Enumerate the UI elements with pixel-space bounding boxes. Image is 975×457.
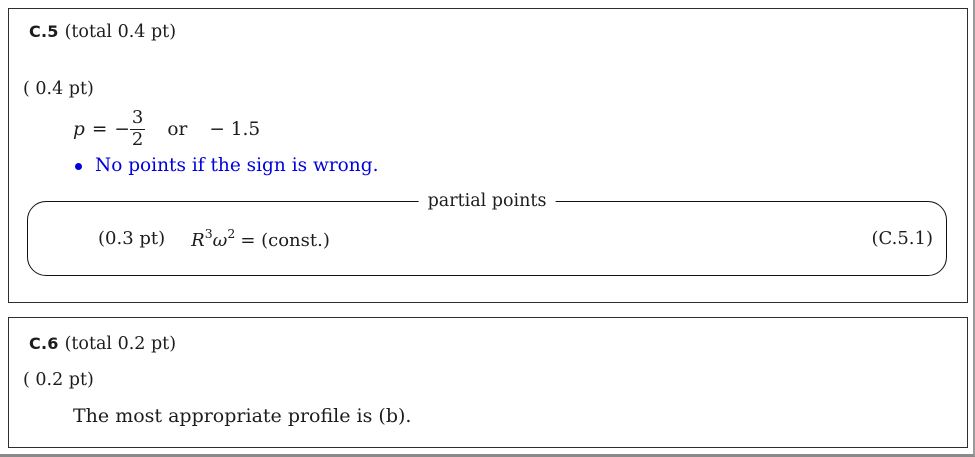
eq-var-R: R <box>191 229 205 251</box>
section-c6-header <box>9 318 967 355</box>
c5-note <box>75 154 967 178</box>
formula-equals-sign: = <box>91 118 108 140</box>
section-c6-total: (total 0.2 pt) <box>64 334 177 354</box>
equation-number: (C.5.1) <box>871 228 933 249</box>
eq-sup-2: 2 <box>227 225 236 241</box>
eq-sup-3: 3 <box>204 225 213 241</box>
formula-alt-value: − 1.5 <box>209 118 261 140</box>
c5-note-text: No points if the sign is wrong. <box>95 155 379 176</box>
formula-fraction <box>130 108 145 149</box>
c5-points-label: ( 0.4 pt) <box>23 79 94 99</box>
c6-points-label: ( 0.2 pt) <box>23 370 94 390</box>
partial-points-title: partial points <box>419 190 556 213</box>
section-c6-box <box>8 317 968 448</box>
partial-equation <box>191 227 330 251</box>
fraction-denominator: 2 <box>131 128 144 150</box>
formula-variable-p: p <box>73 118 85 140</box>
bullet-dot-icon <box>75 163 82 170</box>
section-c5-id: C.5 <box>29 22 59 41</box>
partial-points-box <box>27 191 947 276</box>
section-c6-id: C.6 <box>29 334 59 353</box>
formula-or-text: or <box>167 118 188 140</box>
section-c5-total: (total 0.4 pt) <box>64 22 177 42</box>
fraction-numerator: 3 <box>131 107 144 129</box>
eq-var-omega: ω <box>212 229 228 251</box>
section-c5-box <box>8 8 968 303</box>
section-c5-header <box>9 9 967 43</box>
formula-minus-sign: − <box>114 118 130 140</box>
c6-answer-text: The most appropriate profile is (b). <box>73 405 412 427</box>
c5-formula <box>73 107 967 151</box>
partial-points-score: (0.3 pt) <box>98 228 166 249</box>
eq-rhs: = (const.) <box>240 229 330 251</box>
